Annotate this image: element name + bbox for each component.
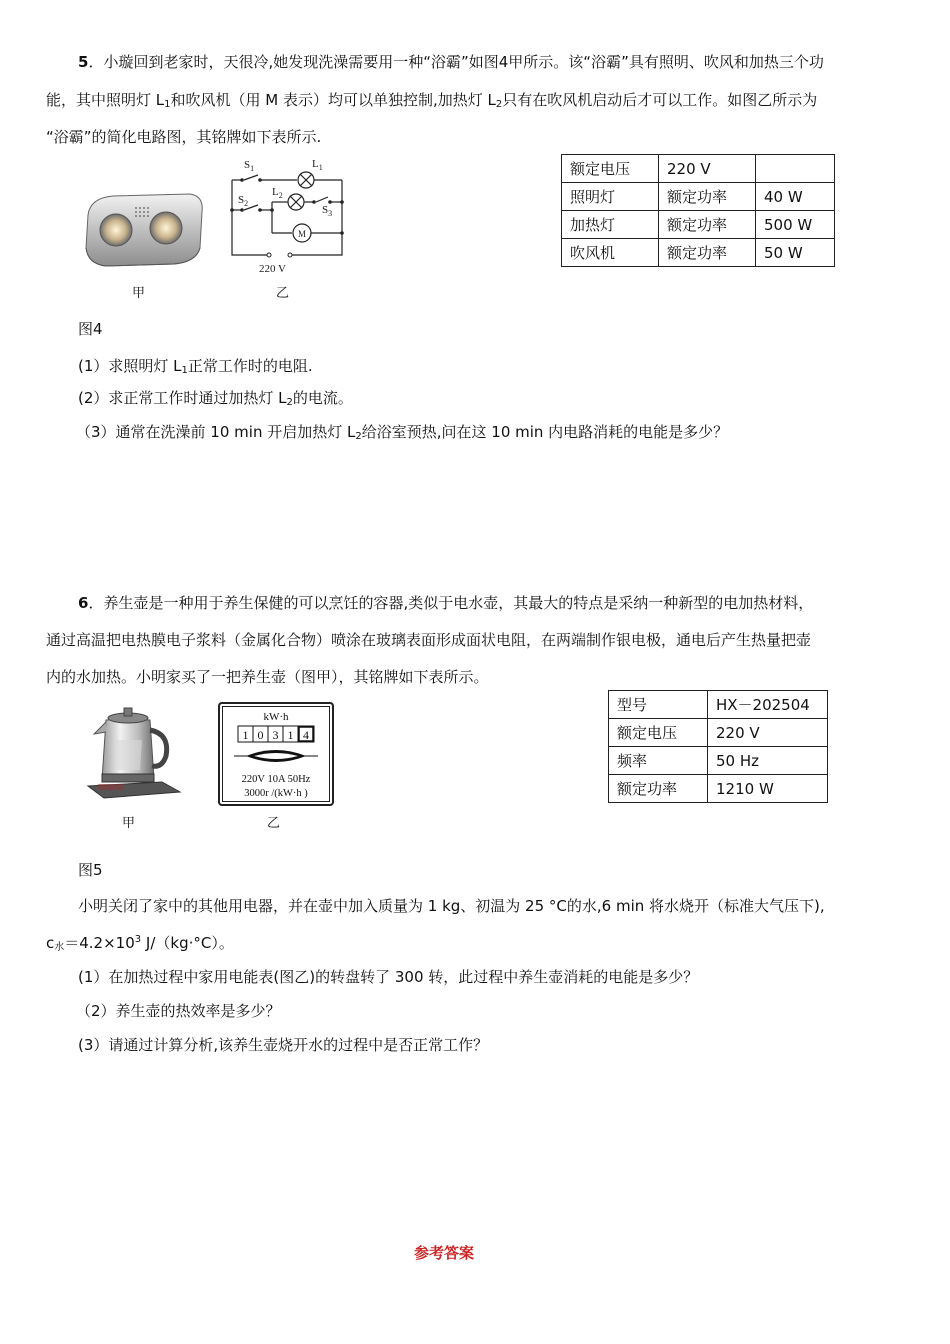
q6-line1-text: ．养生壶是一种用于养生保健的可以烹饪的容器,类似于电水壶，其最大的特点是采纳一种新型的电加热材料， [88, 594, 814, 612]
table-cell: 40 W [756, 183, 835, 211]
q5-line2c: 只有在吹风机启动后才可以工作。如图乙所示为 [502, 91, 818, 109]
motor-label: M [298, 229, 307, 239]
q5-nameplate-table [561, 154, 835, 267]
q5-sq1-sub: 1 [181, 365, 188, 376]
q6-text-2 [46, 934, 234, 953]
q5-number: 5 [78, 53, 89, 71]
q5-line2 [46, 91, 817, 110]
meter-digit: 1 [287, 728, 294, 742]
fig5-label: 图5 [78, 861, 103, 879]
table-row [609, 719, 828, 747]
q6-line3: 内的水加热。小明家买了一把养生壶（图甲），其铭牌如下表所示。 [46, 668, 489, 686]
s2-label: $S_2$ [238, 194, 249, 208]
q5-subquestion-3 [76, 423, 728, 442]
q6-line1 [78, 594, 813, 613]
meter-digits [238, 726, 314, 742]
q5-line2b: 和吹风机（用 M 表示）均可以单独控制,加热灯 L [170, 91, 496, 109]
q5-sub2: 2 [495, 99, 503, 110]
table-row [562, 183, 835, 211]
table-cell [756, 155, 835, 183]
l2-label: $L_2$ [272, 186, 283, 200]
table-cell: 额定功率 [659, 211, 756, 239]
table-cell: 额定电压 [562, 155, 659, 183]
q5-line2a: 能，其中照明灯 L [46, 91, 165, 109]
q6-c-value: ＝4.2×10 [64, 934, 135, 952]
kettle-image [84, 700, 184, 800]
voltage-label: 220 V [259, 263, 286, 275]
q6-c-symbol: c [46, 934, 55, 952]
q5-sq1a: (1）求照明灯 L [78, 357, 182, 375]
table-row [562, 155, 835, 183]
q6-nameplate-table [608, 690, 828, 803]
table-cell: HX－202504 [708, 691, 828, 719]
table-row [562, 211, 835, 239]
table-row [562, 239, 835, 267]
q5-sq3a: （3）通常在洗澡前 10 min 开启加热灯 L [76, 423, 356, 441]
table-cell: 220 V [708, 719, 828, 747]
q5-sq3-sub: 2 [355, 431, 362, 442]
bath-heater-image [78, 190, 208, 270]
table-cell: 型号 [609, 691, 708, 719]
fig5-caption-yi: 乙 [267, 816, 281, 831]
table-cell: 50 W [756, 239, 835, 267]
meter-digit: 4 [303, 728, 309, 742]
table-cell: 50 Hz [708, 747, 828, 775]
circuit-diagram [222, 155, 357, 280]
q5-sub1: 1 [164, 99, 171, 110]
q5-sq2a: (2）求正常工作时通过加热灯 L [78, 389, 287, 407]
table-cell: 额定功率 [659, 239, 756, 267]
q6-c-unit: J/（kg·°C）。 [141, 934, 234, 952]
q5-subquestion-1 [78, 357, 313, 376]
l1-label: $L_1$ [312, 158, 323, 172]
table-row [609, 775, 828, 803]
meter-spec-2: 3000r /(kW·h ) [244, 788, 308, 799]
table-cell: 额定电压 [609, 719, 708, 747]
q5-line1-text: ．小璇回到老家时，天很冷,她发现洗澡需要用一种“浴霸”如图4甲所示。该“浴霸”具有照明、吹风和加热三个功 [88, 53, 824, 71]
fig4-caption-yi: 乙 [276, 286, 290, 301]
q6-subquestion-1: (1）在加热过程中家用电能表(图乙)的转盘转了 300 转，此过程中养生壶消耗的电能是多少？ [78, 968, 699, 986]
q6-c-sub: 水 [54, 942, 65, 953]
table-cell: 1210 W [708, 775, 828, 803]
meter-digit: 0 [257, 728, 264, 742]
s3-label: $S_3$ [322, 204, 333, 218]
table-cell: 照明灯 [562, 183, 659, 211]
meter-spec-1: 220V 10A 50Hz [241, 774, 311, 785]
q5-sq1b: 正常工作时的电阻. [187, 357, 313, 375]
q6-subquestion-2: （2）养生壶的热效率是多少？ [76, 1002, 281, 1020]
q6-subquestion-3: (3）请通过计算分析,该养生壶烧开水的过程中是否正常工作？ [78, 1036, 489, 1054]
table-cell: 220 V [659, 155, 756, 183]
q5-sq3b: 给浴室预热,问在这 10 min 内电路消耗的电能是多少？ [361, 423, 729, 441]
table-cell: 500 W [756, 211, 835, 239]
meter-digit: 3 [272, 728, 279, 742]
q6-c-exp: 3 [134, 934, 142, 945]
q6-text-1: 小明关闭了家中的其他用电器，并在壶中加入质量为 1 kg、初温为 25 °C的水,6 min 将水烧开（标准大气压下), [78, 897, 825, 915]
fig5-caption-jia: 甲 [122, 816, 136, 831]
q5-subquestion-2 [78, 389, 353, 408]
q6-line2: 通过高温把电热膜电子浆料（金属化合物）喷涂在玻璃表面形成面状电阻，在两端制作银电极，通电后产生热量把壶 [46, 631, 812, 649]
meter-digit: 1 [242, 728, 249, 742]
meter-unit: kW·h [263, 711, 289, 723]
meter-rotor-disc [234, 750, 318, 762]
q5-line1 [78, 53, 824, 72]
table-cell: 加热灯 [562, 211, 659, 239]
table-row [609, 747, 828, 775]
table-cell: 吹风机 [562, 239, 659, 267]
fig4-caption-jia: 甲 [132, 286, 146, 301]
q6-number: 6 [78, 594, 89, 612]
table-row [609, 691, 828, 719]
table-cell: 额定功率 [659, 183, 756, 211]
fig4-label: 图4 [78, 320, 103, 338]
q5-line3: “浴霸”的简化电路图，其铭牌如下表所示. [46, 128, 322, 146]
answer-heading: 参考答案 [414, 1244, 475, 1262]
s1-label: $S_1$ [244, 159, 255, 173]
table-cell: 额定功率 [609, 775, 708, 803]
q5-sq2b: 的电流。 [292, 389, 353, 407]
electric-meter [218, 702, 334, 806]
table-cell: 频率 [609, 747, 708, 775]
q5-sq2-sub: 2 [286, 397, 293, 408]
